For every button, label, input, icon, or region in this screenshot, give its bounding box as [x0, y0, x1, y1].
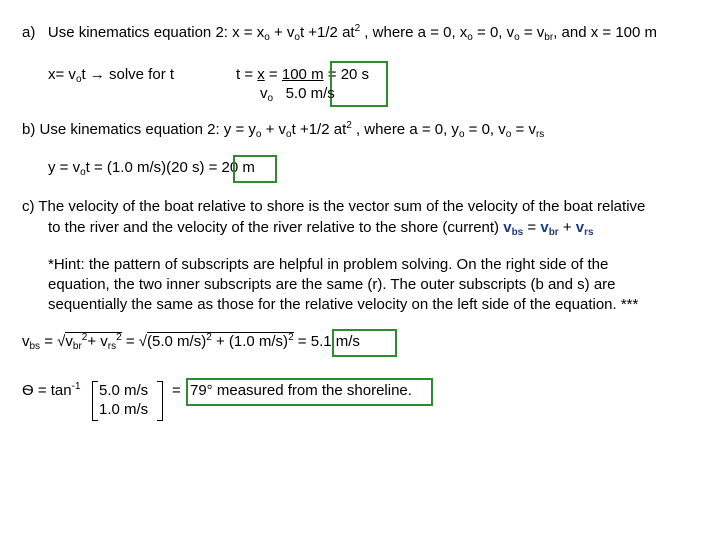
part-a-denominator [260, 85, 335, 103]
mag-s1: bs [29, 341, 41, 352]
part-b-answer: 20 m [221, 159, 255, 176]
part-b-s3: o [458, 129, 465, 140]
part-b-t6: = v [511, 121, 536, 138]
part-a-answer: 20 s [340, 66, 370, 83]
angle-right-bracket [157, 381, 163, 421]
mag-t4: + v [87, 333, 108, 350]
part-a-heading [22, 24, 657, 42]
part-a-t7: , and x = 100 m [553, 24, 658, 41]
part-b-t2: + v [261, 121, 287, 138]
part-b-s2: o [286, 129, 292, 140]
angle-equals: = [172, 382, 181, 399]
part-a-den1: v [260, 85, 268, 102]
hint-line-3: sequentially the same as those for the relative velocity on the left side of the equation. *** [48, 296, 639, 313]
part-a-t3: t +1/2 at [299, 24, 355, 41]
hint-line-1: *Hint: the pattern of subscripts are helpful in problem solving. On the right side of the [48, 256, 609, 273]
vector-v-rs-letter: v [575, 219, 585, 236]
angle-answer-box [186, 378, 433, 406]
part-a-t4: , where a = 0, x [360, 24, 468, 41]
part-a-label: a) [22, 24, 36, 41]
part-a-den2: 5.0 m/s [285, 85, 335, 102]
angle-t1: Ѳ = tan [22, 382, 72, 399]
part-c-line2 [48, 219, 594, 237]
part-a-setup-s1: o [75, 74, 82, 85]
vector-v-bs-letter: v [503, 219, 512, 236]
part-b-p1: 2 [346, 120, 352, 131]
mag-s2: br [72, 341, 82, 352]
part-a-setup [48, 66, 174, 84]
part-a-calc-num2: 100 m [281, 66, 324, 83]
angle-equation [22, 382, 81, 400]
part-a-t6: = v [519, 24, 545, 41]
part-c-eq: = [523, 219, 541, 236]
mag-p2: 2 [116, 332, 122, 343]
mag-radicand-1 [65, 332, 121, 350]
magnitude-answer-box [332, 329, 397, 357]
vector-v-br-letter: v [540, 219, 549, 236]
part-a-p1: 2 [354, 23, 361, 34]
part-a-s2: o [294, 32, 300, 43]
mag-t5: = √ [121, 333, 148, 350]
part-a-calc-num1: x [257, 66, 265, 83]
part-b-calc [48, 159, 255, 177]
angle-denominator: 1.0 m/s [99, 401, 149, 418]
part-b-t4: , where a = 0, y [351, 121, 459, 138]
angle-p1: -1 [71, 381, 81, 392]
part-b-calc-t2: t = (1.0 m/s)(20 s) = [85, 159, 222, 176]
part-c-line1: c) The velocity of the boat relative to shore is the vector sum of the velocity of the boat relative [22, 198, 646, 215]
part-b-s1: o [255, 129, 262, 140]
part-c-plus: + [558, 219, 576, 236]
part-b-calc-t1: y = v [48, 159, 81, 176]
part-a-answer-box [330, 61, 388, 107]
mag-radicand-2 [147, 332, 294, 350]
part-c-line2-text: to the river and the velocity of the river relative to the shore (current) [48, 219, 504, 236]
vector-v-br [540, 219, 558, 236]
vector-v-br-sub: br [548, 227, 559, 238]
mag-s3: rs [107, 341, 117, 352]
vector-v-bs-sub: bs [511, 227, 524, 238]
part-a-den1-sub: o [267, 93, 274, 104]
part-b-heading [22, 121, 544, 139]
part-a-s5: br [544, 32, 554, 43]
mag-t2: = √ [40, 333, 66, 350]
part-a-t5: = 0, v [472, 24, 515, 41]
mag-t7: + (1.0 m/s) [211, 333, 289, 350]
mag-t3: v [65, 333, 73, 350]
part-b-s4: o [505, 129, 512, 140]
mag-t6: (5.0 m/s) [147, 333, 207, 350]
vector-v-rs-sub: rs [584, 227, 594, 238]
part-a-setup-t2: t → solve for t [81, 66, 175, 83]
part-b-s5: rs [535, 129, 545, 140]
mag-t1: v [22, 333, 30, 350]
part-a-t1: Use kinematics equation 2: x = x [47, 24, 265, 41]
magnitude-answer: 5.1 m/s [310, 333, 360, 350]
part-a-t2: + v [269, 24, 295, 41]
part-a-calc-t1: t = [236, 66, 258, 83]
mag-p4: 2 [288, 332, 294, 343]
hint-line-2: equation, the two inner subscripts are the same (r). The outer subscripts (b and s) are [48, 276, 616, 293]
part-b-label: b) [22, 121, 36, 138]
part-b-calc-s1: o [80, 167, 86, 178]
part-a-s4: o [514, 32, 520, 43]
angle-answer: 79° measured from the shoreline. [190, 382, 412, 399]
part-b-answer-box [233, 155, 277, 183]
mag-p1: 2 [81, 332, 88, 343]
angle-left-bracket [92, 381, 98, 421]
part-a-calc-t2: = [264, 66, 282, 83]
part-b-t1: Use kinematics equation 2: y = y [39, 121, 256, 138]
part-b-t5: = 0, v [464, 121, 506, 138]
part-a-setup-t1: x= v [48, 66, 76, 83]
magnitude-equation [22, 333, 360, 351]
part-b-t3: t +1/2 at [291, 121, 347, 138]
part-a-calc-t3: = [323, 66, 341, 83]
vector-v-rs [576, 219, 594, 236]
mag-p3: 2 [206, 332, 212, 343]
mag-t8: = [293, 333, 311, 350]
part-a-s3: o [467, 32, 473, 43]
part-a-s1: o [264, 32, 270, 43]
angle-numerator: 5.0 m/s [99, 382, 149, 399]
vector-v-bs [503, 219, 523, 236]
